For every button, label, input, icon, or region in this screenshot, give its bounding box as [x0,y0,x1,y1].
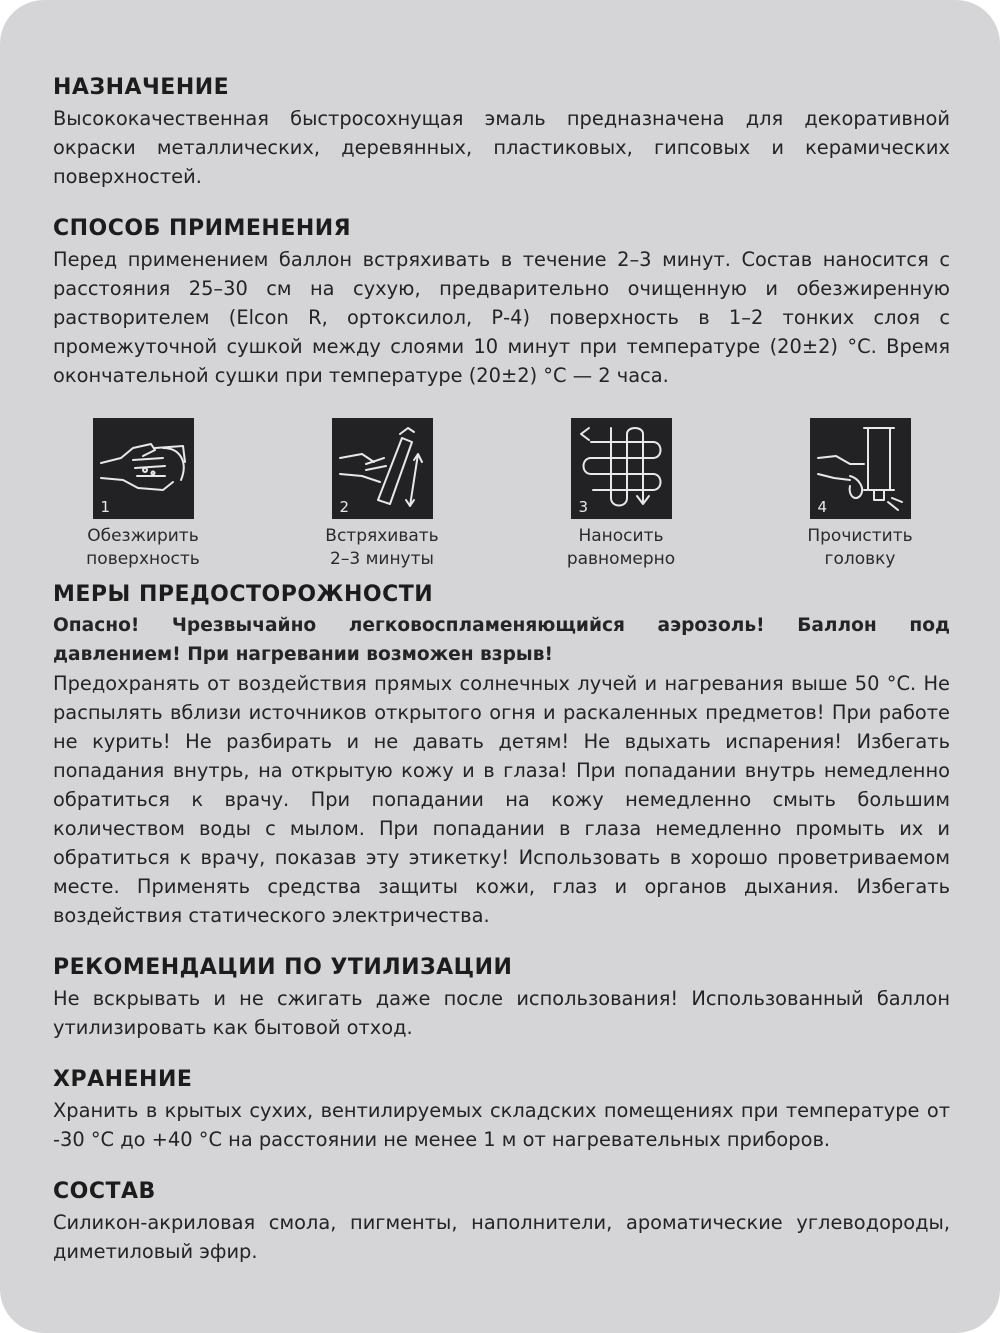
section-disposal [53,952,950,1042]
section-text-application: Перед применением баллон встряхивать в течение 2–3 минут. Состав наносится с расстояния 25–30 см на сухую, предварительно очищенную и обезжиренную растворителем (Elcon R, ортоксилол, Р-4) поверхность в 1–2 тонких слоя с промежуточной сушкой между слоями 10 минут при температуре (20±2) °С. Время окончательной сушки при температуре (20±2) °С — 2 часа. [53,248,950,387]
step-caption-line2: поверхность [86,549,200,569]
section-title-disposal: РЕКОМЕНДАЦИИ ПО УТИЛИЗАЦИИ [53,955,513,980]
step-caption [807,525,912,571]
section-title-precautions: МЕРЫ ПРЕДОСТОРОЖНОСТИ [53,582,434,607]
section-application [53,213,950,390]
step-caption-line1: Прочистить [807,526,913,546]
degrease-hands-icon [93,418,194,519]
spray-pattern-icon [571,418,672,519]
step-caption [325,525,438,571]
step-3 [531,418,711,571]
step-caption [86,525,200,571]
step-number: 2 [339,498,350,516]
step-4 [770,418,950,571]
step-caption-line2: 2–3 минуты [330,549,434,569]
section-storage [53,1064,950,1154]
section-text-purpose: Высококачественная быстросохнущая эмаль предназначена для декоративной окраски металлических, деревянных, пластиковых, гипсовых и керамических поверхностей. [53,107,950,188]
shake-can-icon [332,418,433,519]
step-caption-line1: Встряхивать [325,526,439,546]
step-caption-line2: равномерно [566,549,676,569]
step-caption-line1: Обезжирить [87,526,199,546]
step-number: 3 [578,498,589,516]
section-composition [53,1176,950,1266]
danger-warning: Опасно! Чрезвычайно легковоспламеняющийся аэрозоль! Баллон под давлением! При нагревании возможен взрыв! [53,615,950,665]
section-title-application: СПОСОБ ПРИМЕНЕНИЯ [53,216,352,241]
step-caption [567,525,675,571]
section-title-composition: СОСТАВ [53,1179,156,1204]
section-purpose [53,72,950,191]
section-text-disposal: Не вскрывать и не сжигать даже после использования! Использованный баллон утилизировать как бытовой отход. [53,987,950,1039]
section-text-storage: Хранить в крытых сухих, вентилируемых складских помещениях при температуре от -30 °С до +40 °С на расстоянии не менее 1 м от нагревательных приборов. [53,1099,950,1151]
steps-row [53,418,950,571]
clean-nozzle-icon [810,418,911,519]
section-text-composition: Силикон-акриловая смола, пигменты, наполнители, ароматические углеводороды, диметиловый эфир. [53,1211,950,1263]
section-text-precautions: Предохранять от воздействия прямых солнечных лучей и нагревания выше 50 °С. Не распылять вблизи источников открытого огня и раскаленных предметов! При работе не курить! Не разбирать и не давать детям! Не вдыхать испарения! Избегать попадания внутрь, на открытую кожу и в глаза! При попадании внутрь немедленно обратиться к врачу. При попадании на кожу немедленно смыть большим количеством воды с мылом. При попадании в глаза немедленно промыть их и обратиться к врачу, показав эту этикетку! Использовать в хорошо проветриваемом месте. Применять средства защиты кожи, глаз и органов дыхания. Избегать воздействия статического электричества. [53,672,950,927]
step-2 [292,418,472,571]
step-number: 1 [100,498,111,516]
step-1 [53,418,233,571]
step-caption-line1: Наносить [578,526,664,546]
section-precautions [53,579,950,930]
section-title-purpose: НАЗНАЧЕНИЕ [53,75,230,100]
step-number: 4 [817,498,828,516]
section-title-storage: ХРАНЕНИЕ [53,1067,193,1092]
step-caption-line2: головку [824,549,896,569]
